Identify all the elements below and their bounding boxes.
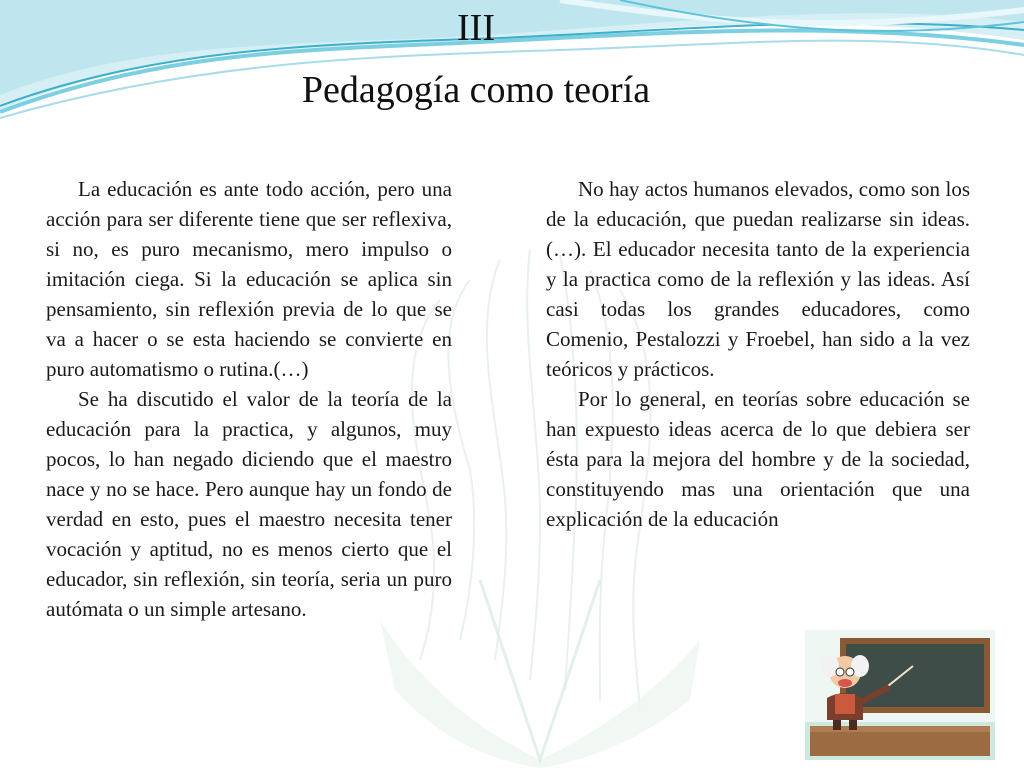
teacher-chalkboard-icon [805,630,995,760]
slide-number: III [457,7,495,49]
slide-title: Pedagogía como teoría [301,69,651,111]
right-paragraph-1: No hay actos humanos elevados, como son los de la educación, que puedan realizarse sin ideas. (…). El educador necesita tanto de la experiencia y la practica como de la reflexión y las ideas. Así casi todas los grandes educadores, como Comenio, Pestalozzi y Froebel, han sido a la vez teóricos y prácticos. [546,177,970,381]
left-paragraph-1: La educación es ante todo acción, pero una acción para ser diferente tiene que ser reflexiva, si no, es puro mecanismo, mero impulso o imitación ciega. Si la educación se aplica sin pensamiento, sin reflexión previa de lo que se va a hacer o se esta haciendo se convierte en puro automatismo o rutina.(…) [46,177,452,381]
left-paragraph-2: Se ha discutido el valor de la teoría de la educación para la practica, y algunos, muy pocos, lo han negado diciendo que el maestro nace y no se hace. Pero aunque hay un fondo de verdad en esto, pues el maestro necesita tener vocación y aptitud, no es menos cierto que el educador, sin reflexión, sin teoría, seria un puro autómata o un simple artesano. [46,387,452,621]
right-text-column [546,174,970,534]
right-paragraph-2: Por lo general, en teorías sobre educación se han expuesto ideas acerca de lo que debiera ser ésta para la mejora del hombre y de la sociedad, constituyendo mas una orientación que una explicación de la educación [546,387,970,531]
left-text-column [46,174,452,624]
